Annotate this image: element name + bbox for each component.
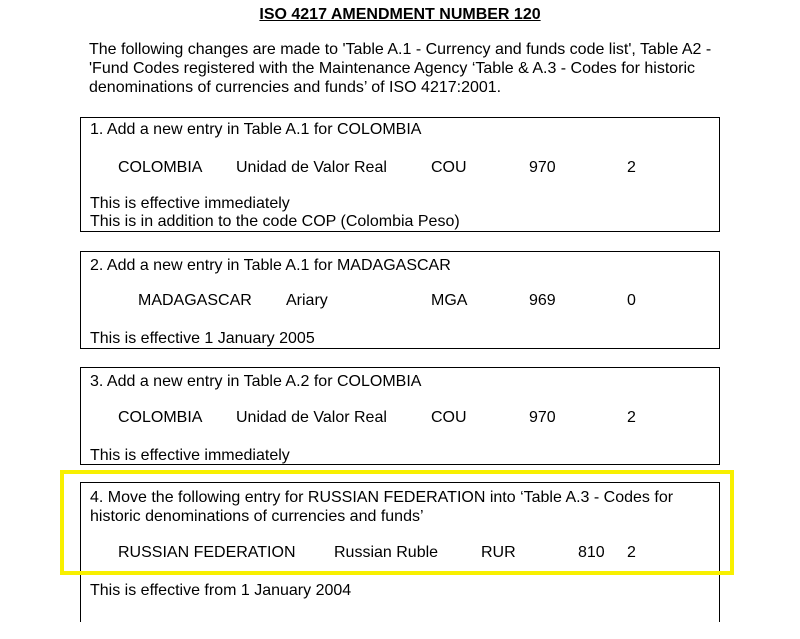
currency-name: Unidad de Valor Real bbox=[236, 159, 387, 176]
entity-name: COLOMBIA bbox=[118, 409, 203, 426]
alpha-code: MGA bbox=[431, 292, 468, 309]
entry-heading: 1. Add a new entry in Table A.1 for COLOMBIA bbox=[90, 121, 422, 138]
numeric-code: 810 bbox=[578, 544, 605, 561]
entity-name: MADAGASCAR bbox=[138, 292, 252, 309]
entity-name: RUSSIAN FEDERATION bbox=[118, 544, 296, 561]
intro-paragraph: The following changes are made to 'Table A.1 - Currency and funds code list', Table A2 - 'Fund Codes registered with the Maintenance Agency ‘Table & A.3 - Codes for historic denominations of currencies and funds’ of ISO 4217:2001. bbox=[89, 41, 712, 96]
alpha-code: COU bbox=[431, 159, 467, 176]
alpha-code: COU bbox=[431, 409, 467, 426]
minor-unit: 2 bbox=[627, 159, 636, 176]
amendment-entry-1 bbox=[80, 117, 720, 232]
entry-note-2: This is in addition to the code COP (Colombia Peso) bbox=[90, 213, 460, 230]
entry-heading: 2. Add a new entry in Table A.1 for MADAGASCAR bbox=[90, 257, 451, 274]
currency-name: Russian Ruble bbox=[334, 544, 439, 561]
entry-note: This is effective immediately bbox=[90, 447, 290, 464]
currency-name: Ariary bbox=[286, 292, 328, 309]
entity-name: COLOMBIA bbox=[118, 159, 203, 176]
entry-heading: 3. Add a new entry in Table A.2 for COLOMBIA bbox=[90, 373, 422, 390]
minor-unit: 2 bbox=[627, 544, 636, 561]
document-title: ISO 4217 AMENDMENT NUMBER 120 bbox=[259, 6, 541, 23]
entry-note: This is effective 1 January 2005 bbox=[90, 330, 315, 347]
minor-unit: 0 bbox=[627, 292, 636, 309]
entry-heading-line-2: historic denominations of currencies and funds’ bbox=[90, 508, 424, 525]
entry-note: This is effective immediately bbox=[90, 195, 290, 212]
amendment-entry-2 bbox=[80, 251, 720, 349]
minor-unit: 2 bbox=[627, 409, 636, 426]
amendment-entry-3 bbox=[80, 367, 720, 465]
entry-note: This is effective from 1 January 2004 bbox=[90, 582, 352, 599]
currency-name: Unidad de Valor Real bbox=[236, 409, 387, 426]
numeric-code: 970 bbox=[529, 409, 556, 426]
amendment-entry-4 bbox=[80, 482, 720, 622]
entry-heading: 4. Move the following entry for RUSSIAN FEDERATION into ‘Table A.3 - Codes for bbox=[90, 489, 674, 506]
numeric-code: 970 bbox=[529, 159, 556, 176]
numeric-code: 969 bbox=[529, 292, 556, 309]
alpha-code: RUR bbox=[481, 544, 516, 561]
